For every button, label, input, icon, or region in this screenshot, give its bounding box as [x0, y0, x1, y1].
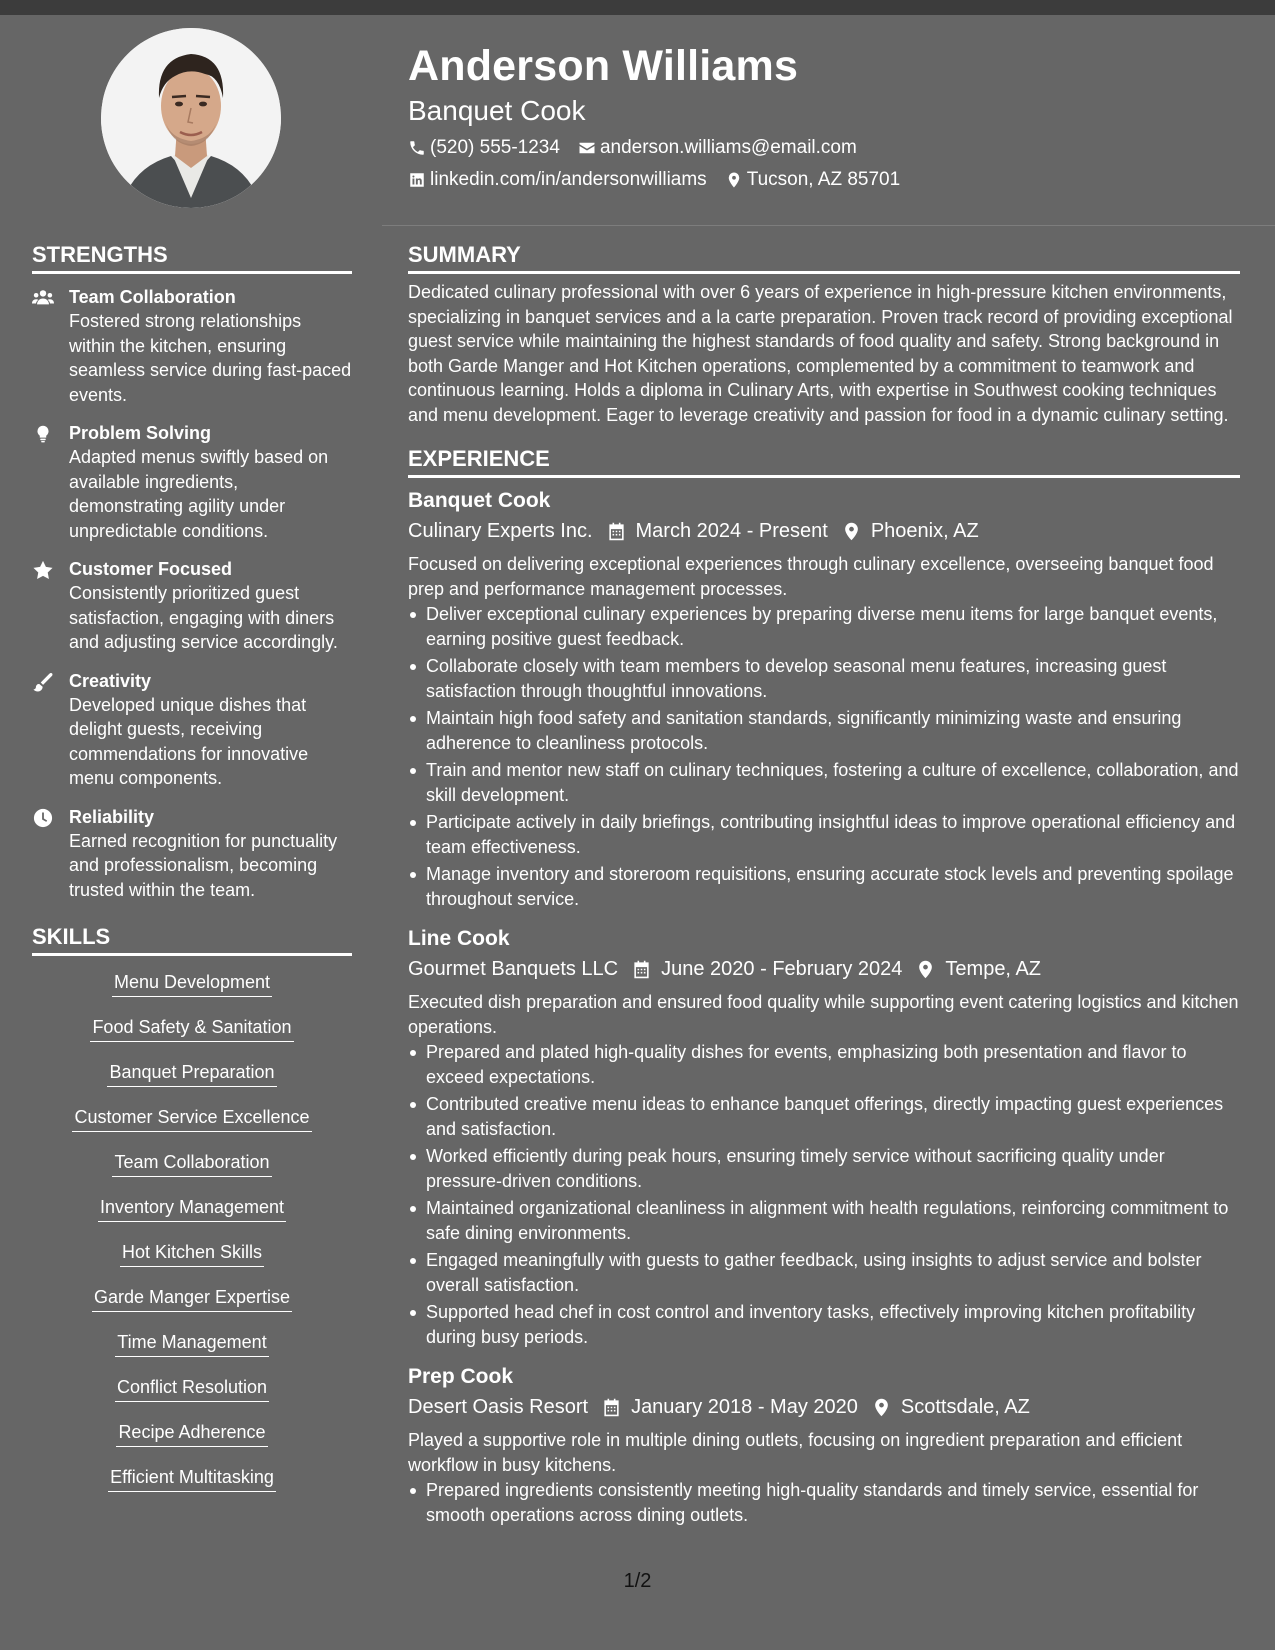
- strengths-heading: STRENGTHS: [32, 240, 352, 274]
- job-description: Focused on delivering exceptional experiences through culinary excellence, overseeing banquet food prep and performance management processes.: [408, 554, 1214, 599]
- skill-label: Garde Manger Expertise: [92, 1285, 292, 1312]
- skill-label: Inventory Management: [98, 1195, 286, 1222]
- strength-desc: Adapted menus swiftly based on available ingredients, demonstrating agility under unpredictable conditions.: [69, 447, 329, 541]
- bullet-item: Train and mentor new staff on culinary techniques, fostering a culture of excellence, collaboration, and skill development.: [408, 758, 1240, 807]
- company-name: Gourmet Banquets LLC: [408, 958, 619, 980]
- experience-heading: EXPERIENCE: [408, 444, 1240, 478]
- resume-header: [408, 40, 1248, 192]
- star-icon: [32, 560, 54, 580]
- job-meta: [408, 518, 1240, 544]
- job-description: Played a supportive role in multiple dining outlets, focusing on ingredient preparation and efficient workflow in busy kitchens.: [408, 1430, 1183, 1475]
- skill-label: Efficient Multitasking: [108, 1465, 276, 1492]
- calendar-icon: [602, 1398, 621, 1417]
- job-dates: January 2018 - May 2020: [631, 1396, 858, 1418]
- skill-label: Recipe Adherence: [116, 1420, 267, 1447]
- skill-item: [32, 1195, 352, 1240]
- skill-label: Conflict Resolution: [115, 1375, 269, 1402]
- location: [725, 168, 901, 192]
- location-text: Tucson, AZ 85701: [746, 169, 901, 190]
- calendar-icon: [607, 522, 626, 541]
- map-pin-icon: [725, 171, 743, 189]
- job-location: Phoenix, AZ: [870, 520, 979, 542]
- strength-item: [32, 557, 352, 655]
- email[interactable]: [578, 136, 857, 160]
- strength-item: [32, 805, 352, 903]
- linkedin[interactable]: [408, 168, 707, 192]
- skill-item: [32, 1150, 352, 1195]
- skill-label: Time Management: [115, 1330, 268, 1357]
- job-meta: [408, 956, 1240, 982]
- brush-icon: [32, 672, 54, 692]
- bullet-item: Engaged meaningfully with guests to gather feedback, using insights to adjust service and bolster overall satisfaction.: [408, 1248, 1240, 1297]
- sidebar: [32, 240, 352, 1510]
- job-role: Line Cook: [408, 927, 510, 950]
- summary-text: Dedicated culinary professional with over 6 years of experience in high-pressure kitchen environments, specializing in banquet services and a la carte preparation. Proven track record of providing exceptional guest service while maintaining the highest standards of food quality and safety. Strong background in both Garde Manger and Hot Kitchen operations, complemented by a commitment to teamwork and continuous learning. Holds a diploma in Culinary Arts, with expertise in Southwest cooking techniques and menu development. Eager to leverage creativity and passion for food in a dynamic culinary setting.: [408, 282, 1233, 425]
- job-dates: March 2024 - Present: [635, 520, 828, 542]
- skills-list: [32, 970, 352, 1510]
- strengths-list: [32, 285, 352, 902]
- strength-item: [32, 285, 352, 407]
- lightbulb-icon: [32, 424, 54, 444]
- skill-item: [32, 970, 352, 1015]
- skill-item: [32, 1285, 352, 1330]
- bullet-item: Collaborate closely with team members to develop seasonal menu features, increasing guest satisfaction through thoughtful innovations.: [408, 654, 1240, 703]
- strength-title: Creativity: [69, 670, 152, 691]
- skill-item: [32, 1465, 352, 1510]
- top-bar: [0, 0, 1275, 15]
- contact-row-1: [408, 136, 1248, 160]
- company-name: Desert Oasis Resort: [408, 1396, 589, 1418]
- bullet-item: Supported head chef in cost control and inventory tasks, effectively improving kitchen profitability during busy periods.: [408, 1300, 1240, 1349]
- users-icon: [32, 288, 54, 308]
- bullet-item: Manage inventory and storeroom requisitions, ensuring accurate stock levels and preventing spoilage throughout service.: [408, 862, 1240, 911]
- bullet-item: Maintain high food safety and sanitation standards, significantly minimizing waste and ensuring adherence to cleanliness protocols.: [408, 706, 1240, 755]
- job-bullets: [408, 1478, 1240, 1527]
- job-entry: [408, 925, 1240, 1349]
- email-text[interactable]: anderson.williams@email.com: [599, 137, 857, 158]
- strength-title: Customer Focused: [69, 559, 233, 579]
- bullet-item: Deliver exceptional culinary experiences by preparing diverse menu items for large banquet events, earning positive guest feedback.: [408, 602, 1240, 651]
- skill-item: [32, 1420, 352, 1465]
- map-pin-icon: [916, 960, 935, 979]
- phone-text: (520) 555-1234: [430, 137, 560, 158]
- skill-label: Banquet Preparation: [107, 1060, 276, 1087]
- skill-label: Team Collaboration: [112, 1150, 271, 1177]
- summary-heading: SUMMARY: [408, 240, 1240, 274]
- bullet-item: Prepared ingredients consistently meeting high-quality standards and timely service, essential for smooth operations across dining outlets.: [408, 1478, 1240, 1527]
- clock-icon: [32, 808, 54, 828]
- strength-title: Team Collaboration: [69, 287, 236, 307]
- strength-item: [32, 669, 352, 791]
- strength-title: Reliability: [69, 806, 155, 827]
- strength-desc: Fostered strong relationships within the kitchen, ensuring seamless service during fast-paced events.: [69, 311, 352, 405]
- linkedin-icon: [408, 171, 426, 189]
- bullet-item: Participate actively in daily briefings, contributing insightful ideas to improve operational efficiency and team effectiveness.: [408, 810, 1240, 859]
- job-entry: [408, 1363, 1240, 1527]
- page-number: 1/2: [623, 1570, 652, 1592]
- skill-item: [32, 1240, 352, 1285]
- job-role: Banquet Cook: [408, 489, 551, 512]
- skill-label: Customer Service Excellence: [72, 1105, 311, 1132]
- contact-row-2: [408, 168, 1248, 192]
- job-meta: [408, 1394, 1240, 1420]
- job-location: Tempe, AZ: [945, 958, 1042, 980]
- strength-title: Problem Solving: [69, 423, 212, 443]
- phone-icon: [408, 139, 426, 157]
- strength-desc: Earned recognition for punctuality and professionalism, becoming trusted within the team.: [69, 830, 338, 900]
- company-name: Culinary Experts Inc.: [408, 520, 593, 542]
- map-pin-icon: [842, 522, 861, 541]
- job-entry: [408, 487, 1240, 911]
- job-description: Executed dish preparation and ensured food quality while supporting event catering logistics and kitchen operations.: [408, 992, 1239, 1037]
- skill-item: [32, 1330, 352, 1375]
- job-role: Prep Cook: [408, 1365, 514, 1388]
- bullet-item: Worked efficiently during peak hours, ensuring timely service without sacrificing quality under pressure-driven conditions.: [408, 1144, 1240, 1193]
- bullet-item: Maintained organizational cleanliness in alignment with health regulations, reinforcing commitment to safe dining environments.: [408, 1196, 1240, 1245]
- job-bullets: [408, 602, 1240, 911]
- profile-photo: [101, 28, 281, 208]
- skill-label: Food Safety & Sanitation: [90, 1015, 293, 1042]
- skill-item: [32, 1105, 352, 1150]
- strength-desc: Developed unique dishes that delight guests, receiving commendations for innovative menu components.: [69, 694, 309, 788]
- candidate-name: Anderson Williams: [408, 42, 799, 90]
- job-bullets: [408, 1040, 1240, 1349]
- main-content: [408, 240, 1240, 1530]
- strength-item: [32, 421, 352, 543]
- bullet-item: Prepared and plated high-quality dishes for events, emphasizing both presentation and flavor to exceed expectations.: [408, 1040, 1240, 1089]
- candidate-title: Banquet Cook: [408, 95, 586, 126]
- skill-item: [32, 1375, 352, 1420]
- strength-desc: Consistently prioritized guest satisfaction, engaging with diners and adjusting service accordingly.: [69, 583, 338, 652]
- skill-item: [32, 1060, 352, 1105]
- bullet-item: Contributed creative menu ideas to enhance banquet offerings, directly impacting guest experiences and satisfaction.: [408, 1092, 1240, 1141]
- phone: [408, 136, 560, 160]
- calendar-icon: [632, 960, 651, 979]
- job-location: Scottsdale, AZ: [900, 1396, 1030, 1418]
- map-pin-icon: [872, 1398, 891, 1417]
- job-dates: June 2020 - February 2024: [661, 958, 903, 980]
- skill-label: Menu Development: [112, 970, 272, 997]
- skills-heading: SKILLS: [32, 922, 352, 956]
- skill-item: [32, 1015, 352, 1060]
- skill-label: Hot Kitchen Skills: [120, 1240, 264, 1267]
- header-divider: [382, 225, 1275, 226]
- linkedin-text[interactable]: linkedin.com/in/andersonwilliams: [430, 169, 707, 190]
- envelope-icon: [578, 139, 596, 157]
